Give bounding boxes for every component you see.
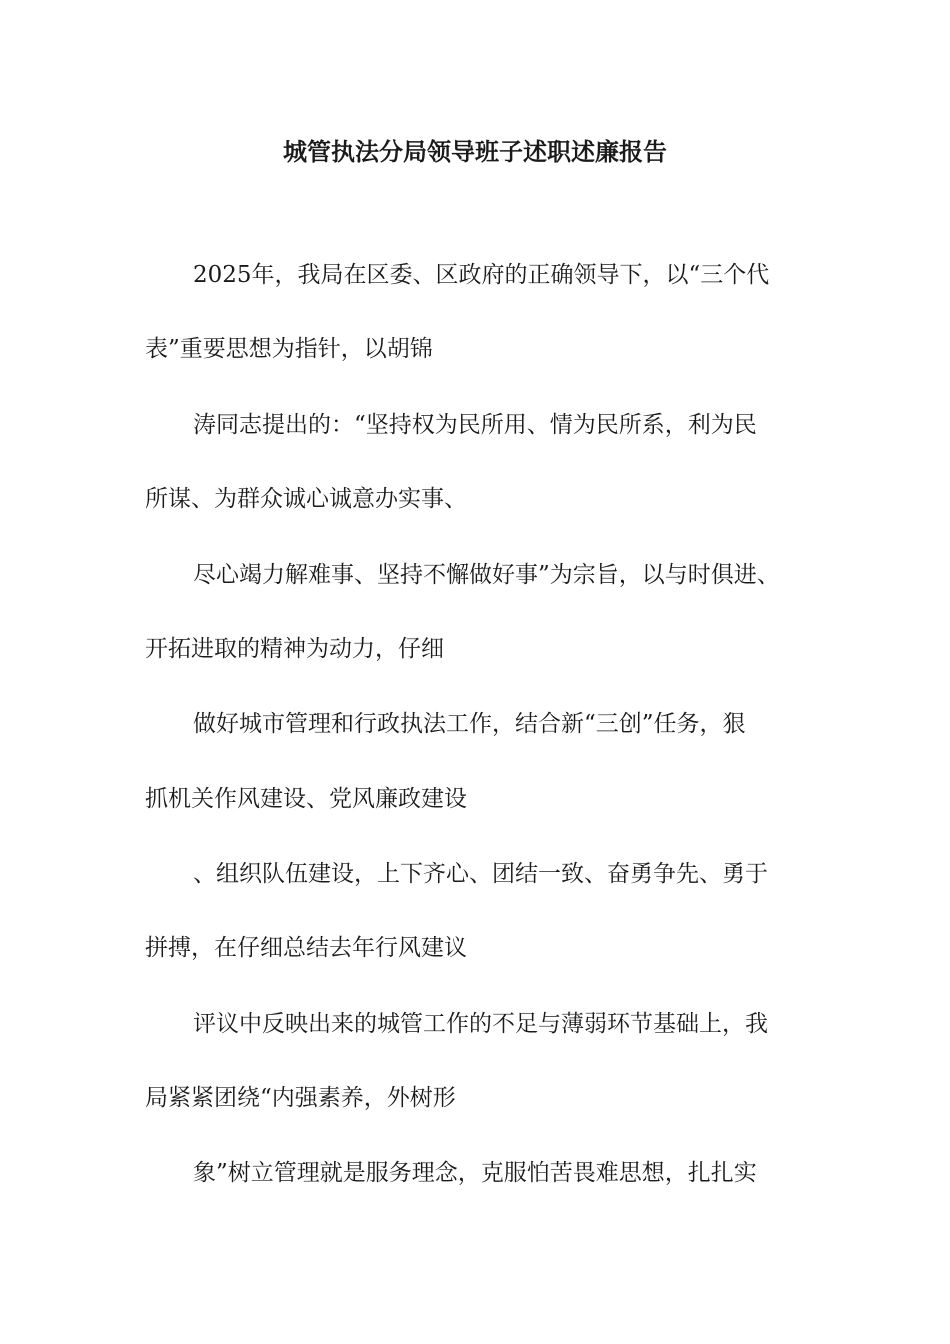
body-line-7: 做好城市管理和行政执法工作，结合新“三创”任务，狠 (193, 711, 746, 737)
body-line-11: 评议中反映出来的城管工作的不足与薄弱环节基础上，我 (193, 1011, 768, 1037)
body-line-2: 表”重要思想为指针，以胡锦 (145, 336, 433, 362)
body-line-1: 2025年，我局在区委、区政府的正确领导下，以“三个代 (193, 262, 770, 288)
document-title: 城管执法分局领导班子述职述廉报告 (283, 137, 667, 166)
body-line-12: 局紧紧团绕“内强素养，外树形 (145, 1085, 456, 1111)
body-line-8: 抓机关作风建设、党风廉政建设 (145, 786, 467, 812)
body-line-5: 尽心竭力解难事、坚持不懈做好事”为宗旨，以与时俱进、 (193, 562, 780, 588)
body-line-6: 开拓进取的精神为动力，仔细 (145, 636, 444, 662)
body-line-13: 象”树立管理就是服务理念，克服怕苦畏难思想，扎扎实 (193, 1160, 757, 1186)
body-line-3: 涛同志提出的：“坚持权为民所用、情为民所系，利为民 (193, 412, 757, 438)
body-line-10: 拼搏，在仔细总结去年行风建议 (145, 935, 467, 961)
body-line-9: 、组织队伍建设，上下齐心、团结一致、奋勇争先、勇于 (193, 861, 768, 887)
body-line-4: 所谋、为群众诚心诚意办实事、 (145, 486, 467, 512)
